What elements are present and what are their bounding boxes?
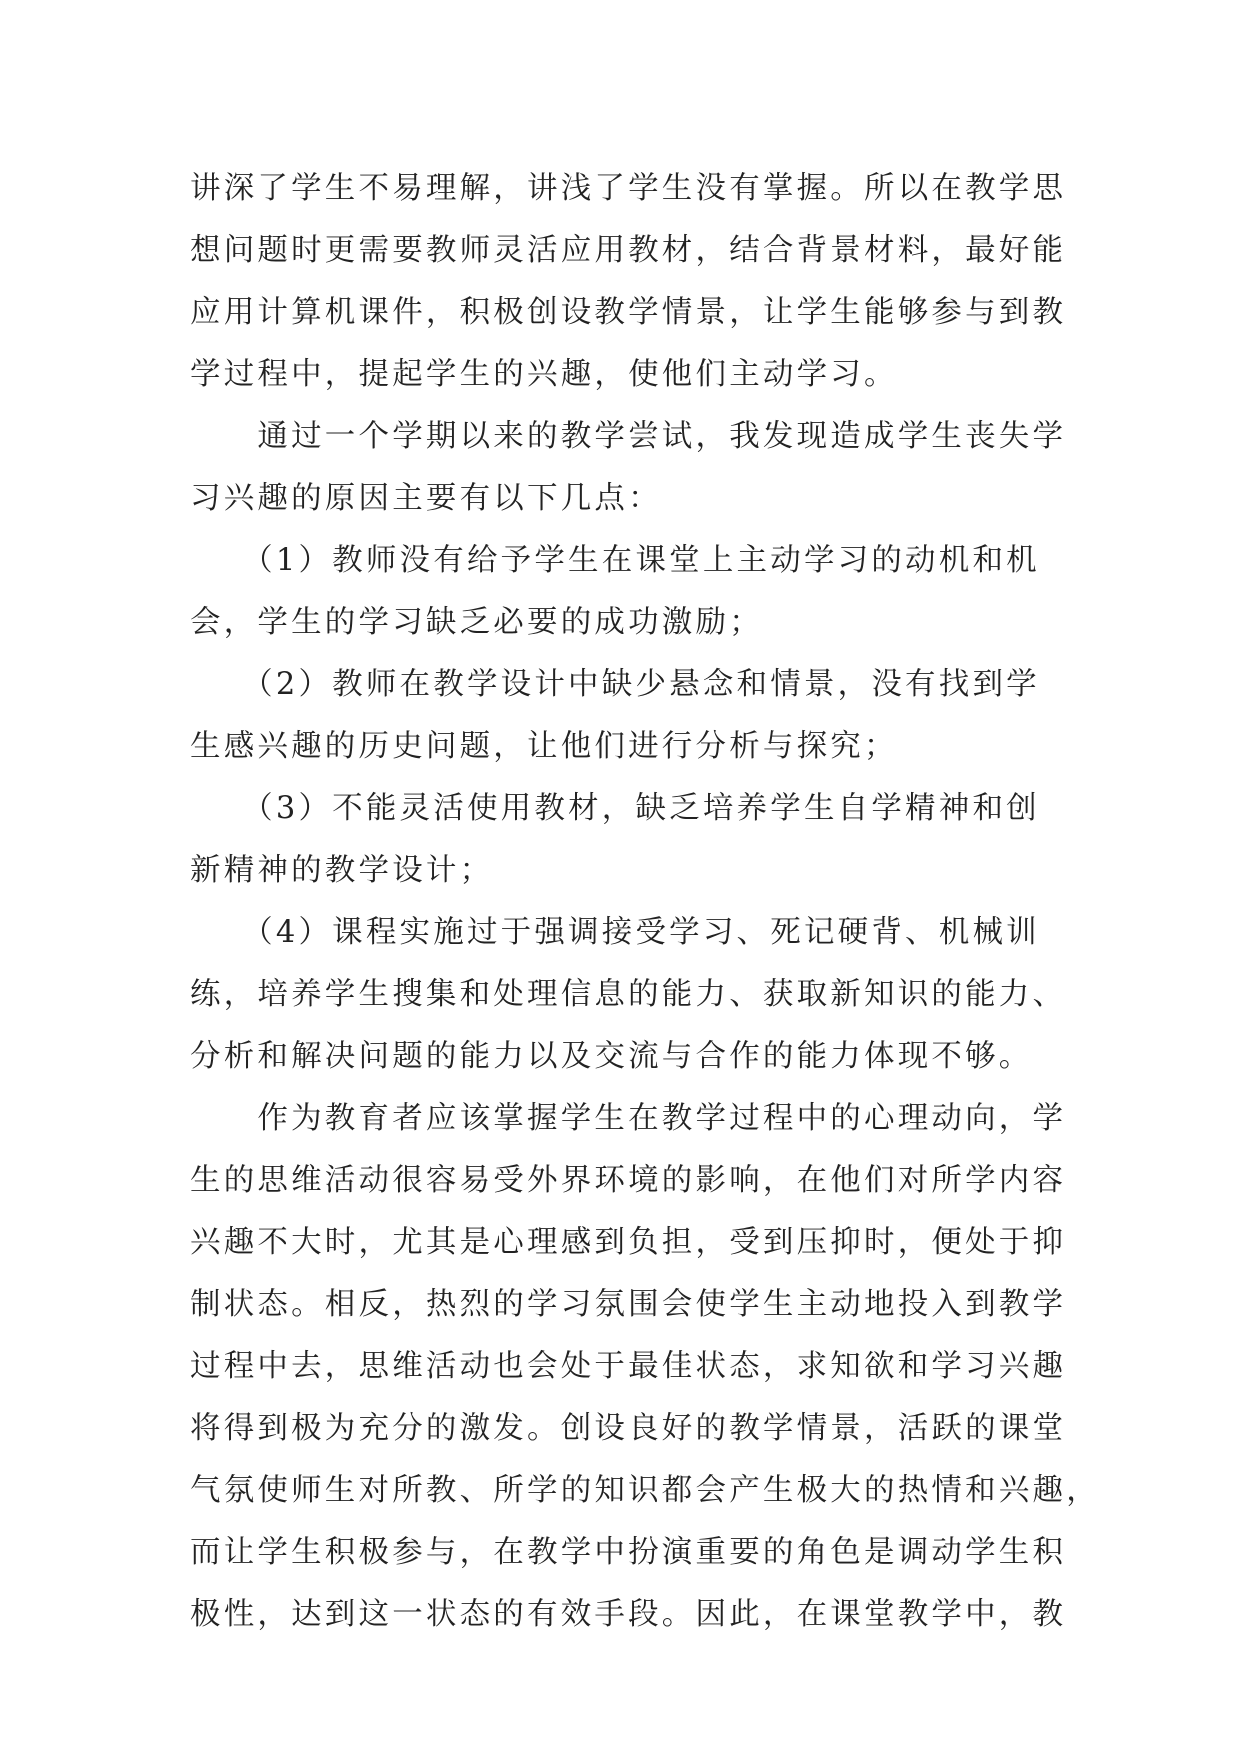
text-line: 制状态。相反，热烈的学习氛围会使学生主动地投入到教学 — [190, 1287, 1067, 1322]
text-line: 会，学生的学习缺乏必要的成功激励； — [190, 605, 763, 640]
text-line: 习兴趣的原因主要有以下几点： — [190, 481, 662, 516]
text-line: （3）不能灵活使用教材，缺乏培养学生自学精神和创 — [190, 791, 1040, 826]
text-line: 将得到极为充分的激发。创设良好的教学情景，活跃的课堂 — [190, 1411, 1067, 1446]
text-line: （1）教师没有给予学生在课堂上主动学习的动机和机 — [190, 543, 1040, 578]
text-line: 极性，达到这一状态的有效手段。因此，在课堂教学中，教 — [190, 1597, 1067, 1632]
text-line: 学过程中，提起学生的兴趣，使他们主动学习。 — [190, 357, 898, 392]
text-line: （2）教师在教学设计中缺少悬念和情景，没有找到学 — [190, 667, 1040, 702]
text-line: 作为教育者应该掌握学生在教学过程中的心理动向，学 — [190, 1101, 1067, 1136]
text-line: （4）课程实施过于强调接受学习、死记硬背、机械训 — [190, 915, 1040, 950]
text-line: 练，培养学生搜集和处理信息的能力、获取新知识的能力、 — [190, 977, 1067, 1012]
text-line: 新精神的教学设计； — [190, 853, 494, 888]
text-line: 兴趣不大时，尤其是心理感到负担，受到压抑时，便处于抑 — [190, 1225, 1067, 1260]
text-line: 而让学生积极参与，在教学中扮演重要的角色是调动学生积 — [190, 1535, 1067, 1570]
text-line: 分析和解决问题的能力以及交流与合作的能力体现不够。 — [190, 1039, 1033, 1074]
text-line: 想问题时更需要教师灵活应用教材，结合背景材料，最好能 — [190, 233, 1067, 268]
text-line: 应用计算机课件，积极创设教学情景，让学生能够参与到教 — [190, 295, 1067, 330]
text-line: 过程中去，思维活动也会处于最佳状态，求知欲和学习兴趣 — [190, 1349, 1067, 1384]
text-line: 生的思维活动很容易受外界环境的影响，在他们对所学内容 — [190, 1163, 1067, 1198]
body-text — [190, 158, 1100, 1646]
text-line: 通过一个学期以来的教学尝试，我发现造成学生丧失学 — [190, 419, 1067, 454]
text-line: 生感兴趣的历史问题，让他们进行分析与探究； — [190, 729, 898, 764]
text-line: 讲深了学生不易理解，讲浅了学生没有掌握。所以在教学思 — [190, 171, 1067, 206]
text-line: 气氛使师生对所教、所学的知识都会产生极大的热情和兴趣， — [190, 1473, 1100, 1508]
